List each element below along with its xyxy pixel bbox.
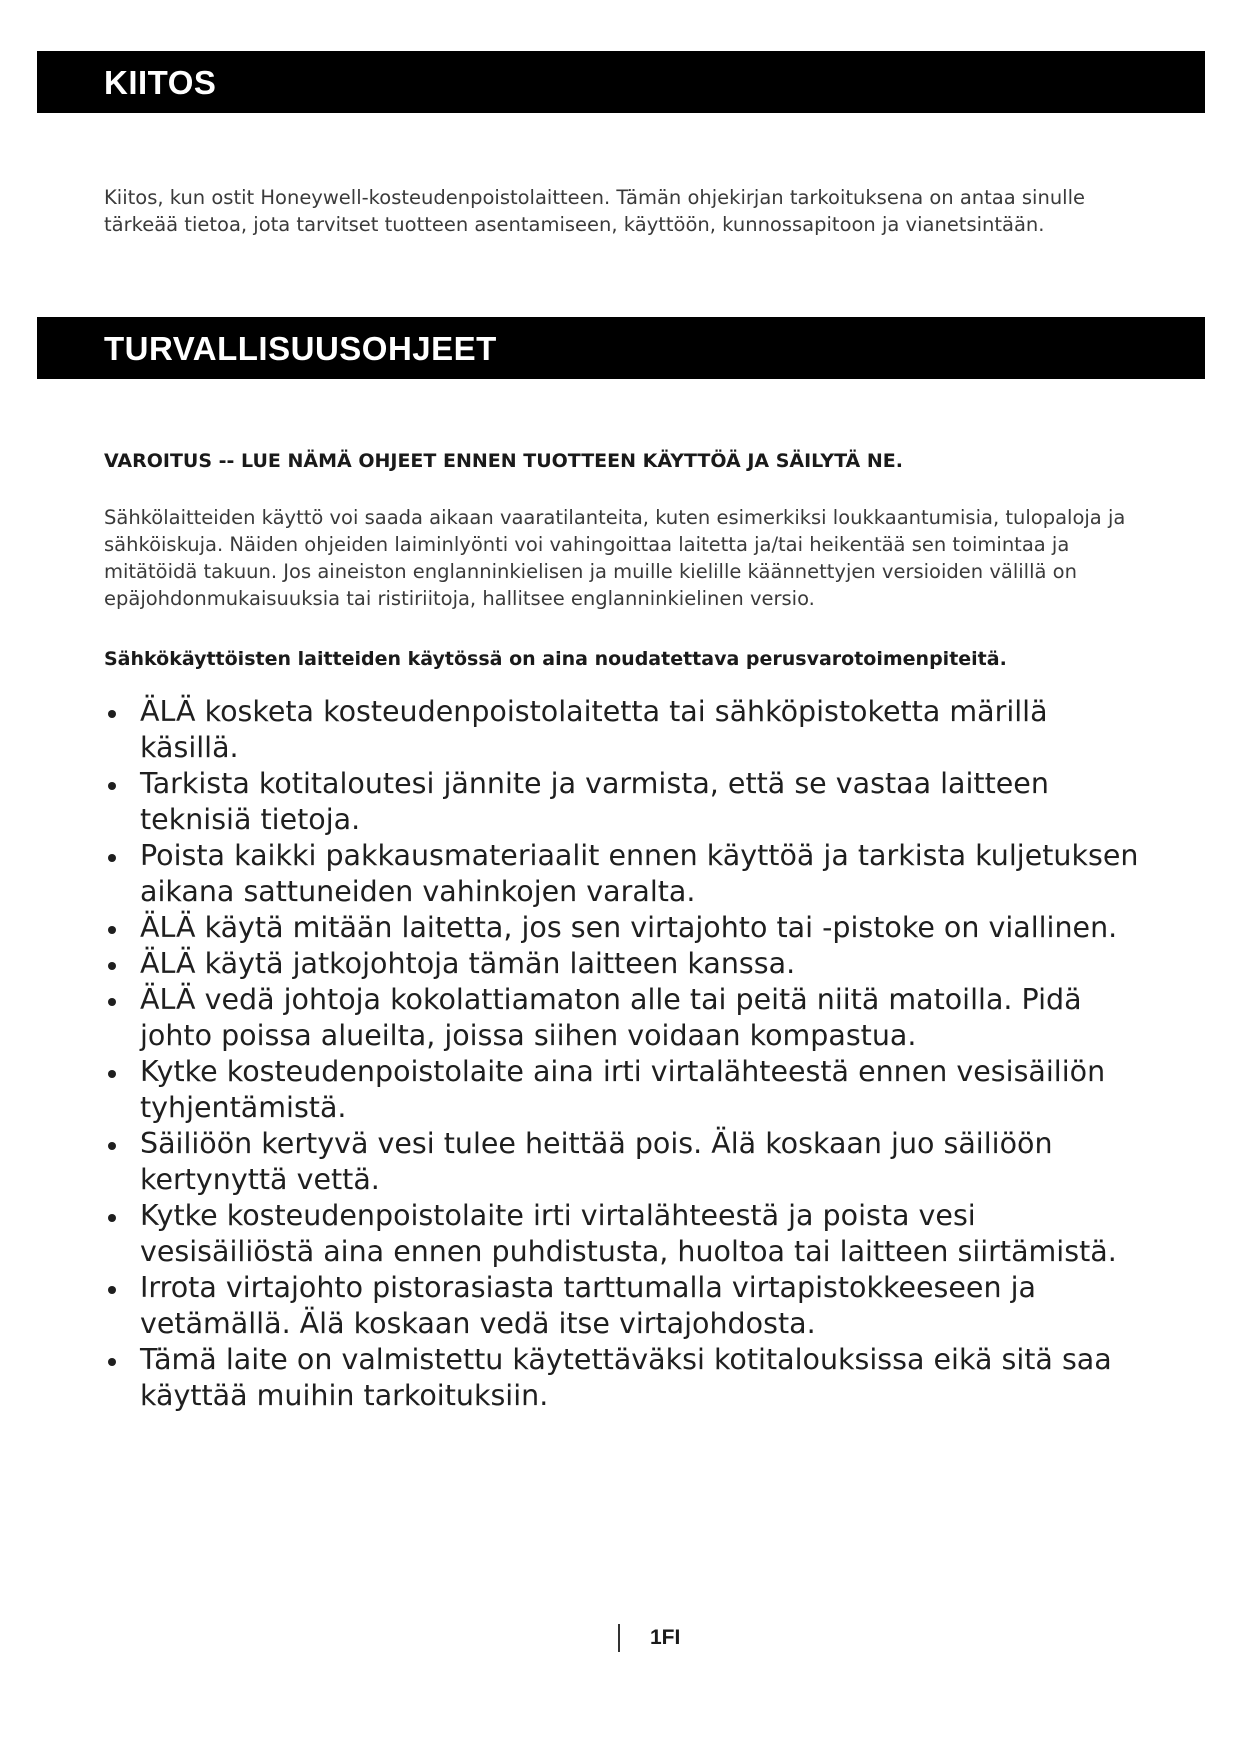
list-item — [104, 1054, 1154, 1126]
page-number: 1FI — [650, 1626, 681, 1649]
section-title-safety: TURVALLISUUSOHJEET — [104, 330, 497, 367]
list-item-text: ÄLÄ vedä johtoja kokolattiamaton alle tai peitä niitä matoilla. Pidä johto poissa alueilta, joissa siihen voidaan kompastua. — [140, 983, 1082, 1052]
list-item — [104, 946, 1154, 982]
bullet-icon — [108, 1358, 116, 1366]
list-item — [104, 982, 1154, 1054]
warning-paragraph: Sähkölaitteiden käyttö voi saada aikaan vaaratilanteita, kuten esimerkiksi loukkaantumisia, tulopaloja ja sähköiskuja. Näiden ohjeiden laiminlyönti voi vahingoittaa laitetta ja/tai heikentää sen toimintaa ja mitätöidä takuun. Jos aineiston englanninkielisen ja muille kielille käännettyjen versioiden välillä on epäjohdonmukaisuuksia tai ristiriitoja, hallitsee englanninkielinen versio. — [104, 506, 1126, 610]
bullet-icon — [108, 1214, 116, 1222]
warning-heading: VAROITUS -- LUE NÄMÄ OHJEET ENNEN TUOTTEEN KÄYTTÖÄ JA SÄILYTÄ NE. — [104, 450, 903, 472]
bullet-icon — [108, 926, 116, 934]
list-item-text: Tämä laite on valmistettu käytettäväksi kotitalouksissa eikä sitä saa käyttää muihin tarkoituksiin. — [140, 1343, 1112, 1412]
list-item-text: ÄLÄ käytä jatkojohtoja tämän laitteen kanssa. — [140, 947, 796, 980]
safety-instructions-list — [104, 694, 1154, 1414]
footer-divider — [618, 1624, 620, 1652]
list-item — [104, 910, 1154, 946]
precaution-heading: Sähkökäyttöisten laitteiden käytössä on aina noudatettava perusvarotoimenpiteitä. — [104, 648, 1007, 670]
bullet-icon — [108, 782, 116, 790]
list-item — [104, 694, 1154, 766]
list-item-text: Irrota virtajohto pistorasiasta tarttumalla virtapistokkeeseen ja vetämällä. Älä koskaan vedä itse virtajohdosta. — [140, 1271, 1036, 1340]
thanks-paragraph: Kiitos, kun ostit Honeywell-kosteudenpoistolaitteen. Tämän ohjekirjan tarkoituksena on antaa sinulle tärkeää tietoa, jota tarvitset tuotteen asentamiseen, käyttöön, kunnossapitoon ja vianetsintään. — [104, 186, 1086, 236]
list-item — [104, 1198, 1154, 1270]
section-title-thanks: KIITOS — [104, 64, 217, 101]
list-item — [104, 1342, 1154, 1414]
list-item — [104, 766, 1154, 838]
list-item-text: Kytke kosteudenpoistolaite irti virtalähteestä ja poista vesi vesisäiliöstä aina ennen puhdistusta, huoltoa tai laitteen siirtämistä. — [140, 1199, 1117, 1268]
section-header-safety — [37, 317, 1205, 379]
bullet-icon — [108, 1070, 116, 1078]
list-item — [104, 1270, 1154, 1342]
list-item — [104, 838, 1154, 910]
list-item-text: ÄLÄ käytä mitään laitetta, jos sen virtajohto tai -pistoke on viallinen. — [140, 911, 1118, 944]
bullet-icon — [108, 854, 116, 862]
list-item-text: Säiliöön kertyvä vesi tulee heittää pois. Älä koskaan juo säiliöön kertynyttä vettä. — [140, 1127, 1053, 1196]
bullet-icon — [108, 710, 116, 718]
bullet-icon — [108, 1142, 116, 1150]
section-header-thanks — [37, 51, 1205, 113]
list-item-text: Poista kaikki pakkausmateriaalit ennen käyttöä ja tarkista kuljetuksen aikana sattuneiden vahinkojen varalta. — [140, 839, 1139, 908]
list-item-text: ÄLÄ kosketa kosteudenpoistolaitetta tai sähköpistoketta märillä käsillä. — [140, 695, 1048, 764]
bullet-icon — [108, 962, 116, 970]
bullet-icon — [108, 1286, 116, 1294]
list-item — [104, 1126, 1154, 1198]
list-item-text: Tarkista kotitaloutesi jännite ja varmista, että se vastaa laitteen teknisiä tietoja. — [140, 767, 1049, 836]
list-item-text: Kytke kosteudenpoistolaite aina irti virtalähteestä ennen vesisäiliön tyhjentämistä. — [140, 1055, 1106, 1124]
bullet-icon — [108, 998, 116, 1006]
